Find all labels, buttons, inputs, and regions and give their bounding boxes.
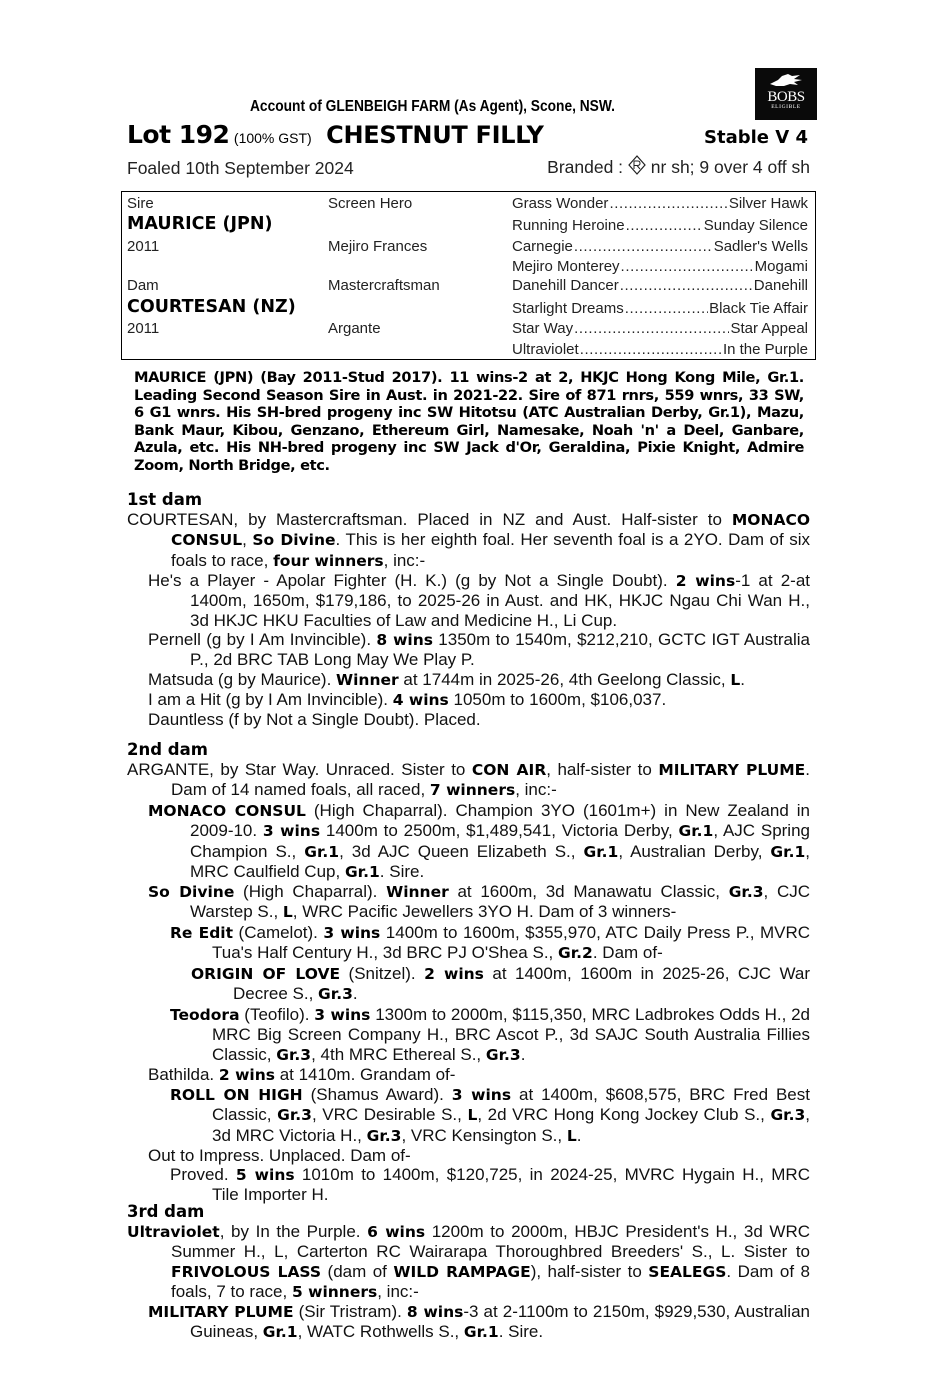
- text: , 4th MRC Ethereal S.,: [311, 1044, 486, 1064]
- ggp-sire: Grass Wonder: [512, 195, 609, 212]
- second-dam-heading: 2nd dam: [127, 740, 208, 759]
- ggp-sire: Ultraviolet: [512, 341, 579, 358]
- ggp-sire: Danehill Dancer: [512, 277, 619, 294]
- bold-text: Gr.3: [366, 1126, 402, 1145]
- dam-name: COURTESAN (NZ): [127, 297, 296, 317]
- granddam-sire: Mejiro Frances: [328, 238, 428, 255]
- bold-text: ORIGIN OF LOVE: [191, 965, 341, 983]
- bold-text: 7 winners: [429, 781, 516, 800]
- granddam-dam: Argante: [328, 320, 381, 337]
- bold-text: Gr.2: [558, 944, 593, 963]
- text: (Snitzel).: [340, 964, 425, 983]
- pedigree-entry: [148, 690, 810, 710]
- text: , AJC Spring Champion S.,: [190, 821, 810, 861]
- sire-summary: MAURICE (JPN) (Bay 2011-Stud 2017). 11 wins-2 at 2, HKJC Hong Kong Mile, Gr.1. Leading Second Season Sire in Aust. in 2021-22. Sire of 871 rnrs, 559 wnrs, 33 SW, 6 G1 wnrs. His SH-bred progeny inc SW Hitotsu (ATC Australian Derby, Gr.1), Mazu, Bank Maur, Kibou, Genzano, Ethereum Girl, Namesake, Noah 'n' a Deel, Ganbare, Azula, etc. His NH-bred progeny inc SW Jack d'Or, Geraldina, Pixie Knight, Admire Zoom, North Bridge, etc.: [134, 369, 804, 474]
- text: , VRC Kensington S.,: [401, 1125, 567, 1145]
- text: . Sire.: [379, 861, 425, 881]
- dot-leader: [626, 217, 703, 234]
- bold-text: 3 wins: [323, 924, 381, 942]
- bold-text: Winner: [336, 671, 399, 689]
- bold-text: Winner: [386, 883, 449, 901]
- bold-text: L: [566, 1126, 577, 1145]
- ggp-dam-sire: Danehill: [753, 277, 808, 294]
- pedigree-entry: [148, 801, 810, 882]
- bold-text: Gr.3: [318, 985, 353, 1004]
- ggp-dam-sire: Star Appeal: [730, 320, 808, 337]
- bold-text: 2 wins: [424, 965, 484, 983]
- great-grandparent-row: [512, 300, 808, 317]
- bold-text: 2 wins: [675, 572, 736, 590]
- bold-text: ROLL ON HIGH: [170, 1086, 303, 1104]
- third-dam-heading: 3rd dam: [127, 1202, 205, 1221]
- bold-text: Gr.1: [583, 842, 619, 861]
- text: , inc:-: [377, 1281, 419, 1301]
- diamond-brand-icon: [628, 155, 646, 180]
- text: (High Chaparral).: [234, 882, 387, 901]
- sire-name: MAURICE (JPN): [127, 214, 273, 234]
- bobs-eligible-logo: [755, 68, 817, 120]
- text: , VRC Desirable S.,: [311, 1105, 468, 1125]
- lot-line: [127, 120, 810, 150]
- pedigree-entry: [148, 1146, 810, 1165]
- text: , 3d MRC Victoria H.,: [212, 1105, 811, 1145]
- text: .: [740, 670, 745, 689]
- bold-text: four winners: [273, 551, 384, 570]
- text: , Australian Derby,: [618, 841, 771, 861]
- text: -1 at 2-at 1400m, 1650m, $179,186, to 2025-26 in Aust. and HK, HKJC Ngau Chi Wan H., 3d HKJC HKU Faculties of Law and Medicine H., Li Cup.: [190, 571, 810, 630]
- text: (dam of: [321, 1261, 394, 1281]
- pedigree-entry: [148, 882, 810, 923]
- text: .: [520, 1044, 526, 1064]
- text: .: [352, 984, 358, 1004]
- text: Bathilda.: [148, 1065, 219, 1084]
- text: ,: [242, 530, 253, 550]
- ggp-sire: Star Way: [512, 320, 574, 337]
- foaled-date: Foaled 10th September 2024: [127, 158, 354, 178]
- pedigree-entry: [148, 1065, 810, 1085]
- branded-info: [547, 155, 810, 180]
- logo-eligible: ELIGIBLE: [771, 104, 801, 110]
- dot-leader: [580, 341, 722, 358]
- text: , WRC Pacific Jewellers 3YO H. Dam of 3 winners-: [292, 902, 677, 922]
- branded-marks: nr sh; 9 over 4 off sh: [650, 157, 810, 177]
- horse-description: CHESTNUT FILLY: [326, 121, 544, 149]
- text: ), half-sister to: [530, 1261, 649, 1281]
- dam-year: 2011: [127, 320, 160, 337]
- text: , MRC Caulfield Cup,: [190, 841, 810, 881]
- text: I am a Hit (g by I Am Invincible).: [148, 690, 393, 709]
- text: 1200m to 2000m, HBJC President's H., 3d WRC Summer H., L, Carterton RC Wairarapa Thoroughbred Breeders' S., L. Sister to: [171, 1222, 811, 1262]
- text: , by In the Purple.: [219, 1222, 368, 1241]
- bold-text: CON AIR: [471, 761, 547, 779]
- great-grandparent-row: [512, 258, 808, 275]
- sire-label: Sire: [127, 195, 154, 212]
- bold-text: Gr.1: [262, 1323, 298, 1342]
- text: COURTESAN, by Mastercraftsman. Placed in NZ and Aust. Half-sister to: [127, 510, 732, 529]
- dot-leader: [574, 320, 729, 337]
- text: Proved.: [170, 1165, 236, 1184]
- pedigree-entry: [148, 571, 810, 630]
- pedigree-entry: [170, 1005, 810, 1065]
- dot-leader: [625, 300, 708, 317]
- bold-text: 8 wins: [376, 631, 433, 649]
- bold-text: L: [467, 1106, 478, 1125]
- text: (High Chaparral). Champion 3YO (1601m+) in New Zealand in 2009-10.: [190, 801, 810, 841]
- dot-leader: [620, 277, 753, 294]
- text: , CJC Warstep S.,: [190, 882, 811, 922]
- pedigree-entry: [170, 923, 810, 964]
- grandsire-dam: Mastercraftsman: [328, 277, 440, 294]
- bold-text: Gr.1: [463, 1323, 499, 1342]
- pedigree-entry: [127, 760, 810, 801]
- text: (Sir Tristram).: [293, 1302, 407, 1321]
- ggp-sire: Carnegie: [512, 238, 573, 255]
- text: Out to Impress. Unplaced. Dam of-: [148, 1146, 411, 1165]
- text: 1300m to 2000m, $115,350, MRC Ladbrokes Odds H., 2d MRC Big Screen Company H., BRC Ascot P., 3d SAJC South Australia Fillies Classic,: [212, 1005, 811, 1064]
- dot-leader: [609, 195, 727, 212]
- text: . Dam of 8 foals, 7 to race,: [171, 1261, 811, 1301]
- bold-text: MILITARY PLUME: [148, 1303, 294, 1321]
- text: (Teofilo).: [239, 1005, 315, 1024]
- text: . Dam of-: [592, 943, 663, 963]
- bold-text: 4 wins: [392, 691, 449, 709]
- bold-text: Teodora: [170, 1006, 240, 1024]
- ggp-dam-sire: In the Purple: [722, 341, 808, 358]
- text: . Sire.: [498, 1322, 544, 1342]
- text: ARGANTE, by Star Way. Unraced. Sister to: [127, 760, 472, 779]
- pedigree-entry: [148, 670, 810, 690]
- sire-year: 2011: [127, 238, 160, 255]
- text: , 3d AJC Queen Elizabeth S.,: [339, 841, 584, 861]
- ggp-dam-sire: Mogami: [754, 258, 808, 275]
- great-grandparent-row: [512, 238, 808, 255]
- ggp-dam-sire: Black Tie Affair: [709, 300, 808, 317]
- bold-text: Gr.1: [304, 842, 340, 861]
- bold-text: Gr.1: [770, 842, 806, 861]
- first-dam-heading: 1st dam: [127, 490, 203, 509]
- dot-leader: [574, 238, 713, 255]
- bold-text: Gr.3: [728, 883, 764, 901]
- text: at 1410m. Grandam of-: [274, 1065, 456, 1084]
- bold-text: Gr.1: [344, 862, 380, 881]
- bold-text: Gr.3: [770, 1106, 806, 1125]
- text: , inc:-: [515, 780, 557, 800]
- pedigree-entry: [148, 710, 810, 729]
- text: , 2d VRC Hong Kong Jockey Club S.,: [477, 1105, 771, 1125]
- text: , inc:-: [383, 550, 426, 570]
- text: He's a Player - Apolar Fighter (H. K.) (g by Not a Single Doubt).: [148, 571, 676, 590]
- bold-text: Ultraviolet: [127, 1223, 220, 1241]
- dam-label: Dam: [127, 277, 159, 294]
- bold-text: So Divine: [252, 531, 336, 550]
- stable-location: Stable V 4: [704, 127, 808, 148]
- great-grandparent-row: [512, 277, 808, 294]
- text: Matsuda (g by Maurice).: [148, 670, 337, 689]
- bold-text: 3 wins: [314, 1006, 371, 1024]
- pedigree-entry: [127, 510, 810, 571]
- bold-text: 2 wins: [218, 1066, 275, 1084]
- text: .: [576, 1125, 582, 1145]
- ggp-sire: Starlight Dreams: [512, 300, 624, 317]
- text: (Shamus Award).: [302, 1085, 452, 1104]
- text: at 1600m, 3d Manawatu Classic,: [448, 882, 729, 901]
- pedigree-entry: [148, 630, 810, 670]
- text: , WATC Rothwells S.,: [297, 1322, 464, 1342]
- text: . Dam of 14 named foals, all raced,: [171, 760, 810, 800]
- ggp-sire: Mejiro Monterey: [512, 258, 620, 275]
- bold-text: FRIVOLOUS LASS: [171, 1262, 322, 1281]
- bold-text: Gr.3: [485, 1045, 521, 1064]
- ggp-dam-sire: Silver Hawk: [728, 195, 808, 212]
- pedigree-entry: [170, 1165, 810, 1205]
- bold-text: 6 wins: [367, 1223, 426, 1241]
- grandsire-sire: Screen Hero: [328, 195, 413, 212]
- bold-text: Gr.3: [276, 1045, 312, 1064]
- text: 1400m to 2500m, $1,489,541, Victoria Derby,: [320, 821, 679, 841]
- logo-bobs: BOBS: [767, 89, 805, 105]
- pedigree-entry: [127, 1222, 810, 1302]
- bold-text: Gr.3: [277, 1106, 312, 1125]
- text: at 1400m, $608,575, BRC Fred Best Classic,: [212, 1085, 810, 1125]
- ggp-dam-sire: Sunday Silence: [703, 217, 808, 234]
- great-grandparent-row: [512, 341, 808, 358]
- text: -3 at 2-1100m to 2150m, $929,530, Australian Guineas,: [190, 1302, 810, 1342]
- bold-text: 5 winners: [291, 1282, 378, 1301]
- bold-text: MONACO CONSUL: [171, 511, 810, 550]
- text: at 1400m, 1600m in 2025-26, CJC War Decree S.,: [233, 964, 810, 1004]
- ggp-dam-sire: Sadler's Wells: [713, 238, 808, 255]
- bold-text: Re Edit: [170, 924, 234, 942]
- great-grandparent-row: [512, 320, 808, 337]
- text: 1050m to 1600m, $106,037.: [448, 690, 667, 709]
- bold-text: MONACO CONSUL: [148, 802, 306, 820]
- pedigree-entry: [148, 1302, 810, 1343]
- bold-text: 8 wins: [406, 1303, 464, 1321]
- text: Pernell (g by I Am Invincible).: [148, 630, 377, 649]
- bold-text: WILD RAMPAGE: [393, 1262, 531, 1281]
- bold-text: MILITARY PLUME: [658, 761, 806, 779]
- pedigree-entry: [170, 1085, 810, 1146]
- vendor-account: Account of GLENBEIGH FARM (As Agent), Scone, NSW.: [250, 98, 615, 115]
- bold-text: 3 wins: [451, 1086, 512, 1104]
- text: Dauntless (f by Not a Single Doubt). Placed.: [148, 710, 481, 729]
- bold-text: Gr.1: [678, 822, 714, 841]
- bold-text: 3 wins: [262, 822, 321, 841]
- bold-text: So Divine: [148, 883, 235, 901]
- bold-text: SEALEGS: [648, 1262, 727, 1281]
- text: , half-sister to: [546, 760, 659, 779]
- bold-text: L: [282, 903, 293, 922]
- great-grandparent-row: [512, 217, 808, 234]
- gst-note: (100% GST): [233, 130, 312, 146]
- bold-text: L: [730, 671, 741, 689]
- great-grandparent-row: [512, 195, 808, 212]
- text: at 1744m in 2025-26, 4th Geelong Classic,: [398, 670, 731, 689]
- ggp-sire: Running Heroine: [512, 217, 625, 234]
- pedigree-entry: [191, 964, 810, 1005]
- text: 1010m to 1400m, $120,725, in 2024-25, MVRC Hygain H., MRC Tile Importer H.: [212, 1165, 810, 1205]
- text: 1350m to 1540m, $212,210, GCTC IGT Australia P., 2d BRC TAB Long May We Play P.: [190, 630, 810, 670]
- bold-text: 5 wins: [235, 1166, 295, 1184]
- dot-leader: [621, 258, 754, 275]
- horse-head-icon: [766, 72, 806, 90]
- text: (Camelot).: [233, 923, 324, 942]
- text: . This is her eighth foal. Her seventh foal is a 2YO. Dam of six foals to race,: [171, 530, 811, 570]
- text: 1400m to 1600m, $355,970, ATC Daily Press P., MVRC Tua's Half Century H., 3d BRC PJ O'Shea S.,: [212, 923, 811, 963]
- lot-number: Lot 192: [127, 120, 230, 149]
- branded-label: Branded :: [547, 157, 624, 177]
